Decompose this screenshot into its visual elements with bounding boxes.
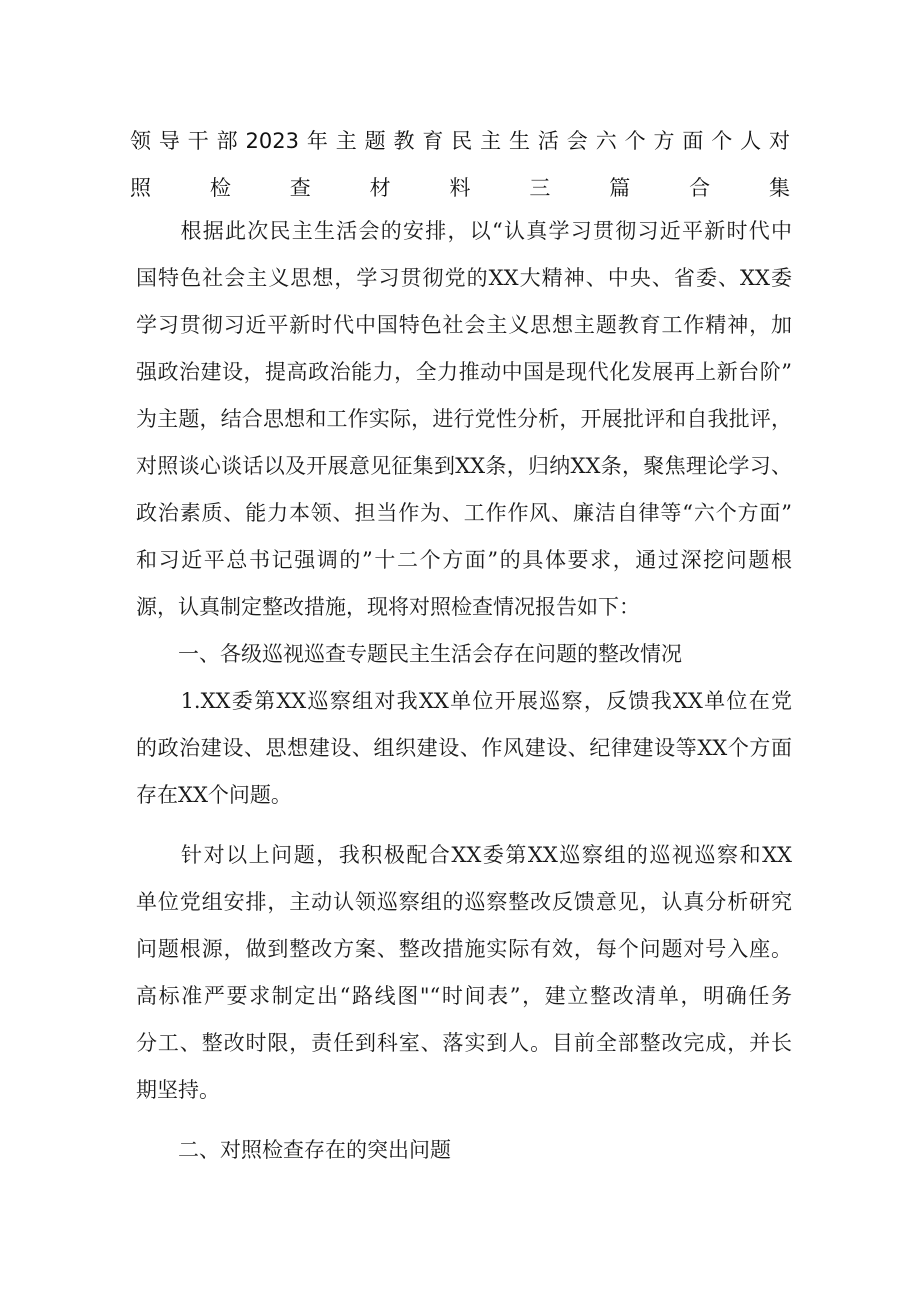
text-line: 单位党组安排，主动认领巡察组的巡察整改反馈意见，认真分析研究 — [136, 890, 792, 914]
text-line: 期坚持。 — [136, 1078, 220, 1102]
text-line: 源，认真制定整改措施，现将对照检查情况报告如下： — [136, 595, 640, 619]
paragraph-gap — [136, 1114, 792, 1127]
title-line-2: 照检查材料三篇合集 — [130, 176, 790, 200]
text-line: 存在XX个问题。 — [136, 783, 292, 807]
title-line-1: 领导干部2023年主题教育民主生活会六个方面个人对 — [130, 129, 790, 153]
intro-paragraph — [136, 208, 792, 631]
text-line: 分工、整改时限，责任到科室、落实到人。目前全部整改完成，并长 — [136, 1031, 792, 1055]
text-line: 为主题，结合思想和工作实际，进行党性分析，开展批评和自我批评， — [136, 407, 792, 431]
text-line: 对照谈心谈话以及开展意见征集到XX条，归纳XX条，聚焦理论学习、 — [136, 454, 792, 478]
text-line: 和习近平总书记强调的”十二个方面”的具体要求，通过深挖问题根 — [136, 548, 792, 572]
response-paragraph — [136, 832, 792, 1114]
section-heading-2: 二、对照检查存在的突出问题 — [136, 1138, 451, 1162]
text-line: 的政治建设、思想建设、组织建设、作风建设、纪律建设等XX个方面 — [136, 736, 792, 760]
document-title — [130, 118, 790, 212]
text-line: 高标准严要求制定出“路线图"“时间表”，建立整改清单，明确任务 — [136, 984, 792, 1008]
text-line: 国特色社会主义思想，学习贯彻党的XX大精神、中央、省委、XX委 — [136, 266, 792, 290]
item-1-paragraph — [136, 678, 792, 819]
text-line: 1.XX委第XX巡察组对我XX单位开展巡察，反馈我XX单位在党 — [136, 689, 792, 713]
document-body — [136, 208, 792, 1174]
text-line: 问题根源，做到整改方案、整改措施实际有效，每个问题对号入座。 — [136, 937, 792, 961]
section-heading-1: 一、各级巡视巡查专题民主生活会存在问题的整改情况 — [136, 642, 682, 666]
text-line: 政治素质、能力本领、担当作为、工作作风、廉洁自律等“六个方面” — [136, 501, 792, 525]
text-line: 强政治建设，提高政治能力，全力推动中国是现代化发展再上新台阶” — [136, 360, 792, 384]
text-line: 学习贯彻习近平新时代中国特色社会主义思想主题教育工作精神，加 — [136, 313, 792, 337]
text-line: 针对以上问题，我积极配合XX委第XX巡察组的巡视巡察和XX — [136, 843, 792, 867]
text-line: 根据此次民主生活会的安排，以“认真学习贯彻习近平新时代中 — [136, 219, 792, 243]
paragraph-gap — [136, 819, 792, 832]
